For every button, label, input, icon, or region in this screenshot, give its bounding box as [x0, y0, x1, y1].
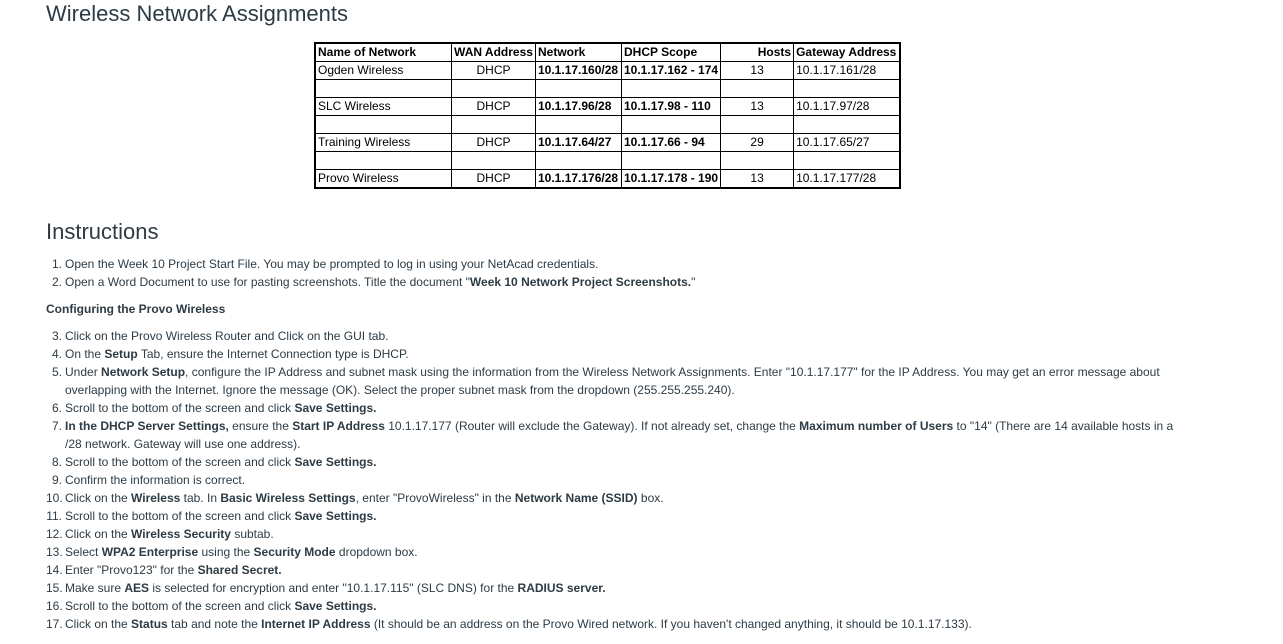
intro-steps-list: [46, 255, 1176, 291]
step-text: subtab.: [230, 527, 274, 541]
table-row: [315, 170, 900, 189]
table-cell-empty: [452, 80, 536, 98]
step-text: 10.1.17.177 (Router will exclude the Gateway). If not already set, change the: [384, 419, 800, 433]
table-cell-empty: [794, 116, 901, 134]
table-cell-empty: [536, 152, 622, 170]
instruction-step: [46, 579, 1176, 597]
step-text: (It should be an address on the Provo Wired network. If you haven't changed anything, it should be 10.1.17.133).: [370, 617, 972, 631]
table-cell-empty: [721, 152, 794, 170]
step-number: 16.: [46, 599, 63, 613]
step-text: Make sure: [65, 581, 125, 595]
step-text-bold: Setup: [104, 347, 138, 361]
instruction-step: [46, 525, 1176, 543]
instruction-step: [46, 615, 1176, 633]
instruction-step: [46, 273, 1176, 291]
instruction-step: [46, 345, 1176, 363]
table-cell-empty: [536, 116, 622, 134]
table-cell-network: 10.1.17.64/27: [536, 134, 622, 152]
table-cell-empty: [315, 152, 452, 170]
step-text: , enter "ProvoWireless" in the: [355, 491, 515, 505]
instruction-step: [46, 507, 1176, 525]
steps-list: [46, 327, 1176, 633]
step-number: 10.: [46, 491, 63, 505]
table-cell-wan: DHCP: [452, 62, 536, 80]
table-spacer-row: [315, 116, 900, 134]
table-cell-empty: [452, 152, 536, 170]
column-header: Name of Network: [315, 43, 452, 62]
step-text: tab. In: [180, 491, 221, 505]
instruction-step: [46, 597, 1176, 615]
step-text-bold: Save Settings.: [294, 455, 377, 469]
step-text-bold: Start IP Address: [292, 419, 385, 433]
step-text: Click on the: [65, 617, 132, 631]
table-cell-network: 10.1.17.176/28: [536, 170, 622, 189]
table-row: [315, 62, 900, 80]
step-text-bold: Save Settings.: [294, 401, 377, 415]
step-text: ": [691, 275, 696, 289]
step-text-bold: RADIUS server.: [517, 581, 606, 595]
step-number: 2.: [51, 275, 62, 289]
table-cell-empty: [622, 80, 721, 98]
table-cell-empty: [315, 116, 452, 134]
table-cell-hosts: 13: [721, 170, 794, 189]
step-text: Scroll to the bottom of the screen and click: [65, 509, 295, 523]
step-text: Open the Week 10 Project Start File. You may be prompted to log in using your NetAcad credentials.: [65, 257, 599, 271]
table-cell-gateway: 10.1.17.161/28: [794, 62, 901, 80]
step-text: Tab, ensure the Internet Connection type is DHCP.: [137, 347, 409, 361]
step-text-bold: Network Name (SSID): [514, 491, 638, 505]
step-number: 3.: [51, 329, 62, 343]
table-cell-empty: [794, 152, 901, 170]
step-text: box.: [637, 491, 664, 505]
page-title: Wireless Network Assignments: [46, 1, 348, 26]
step-text: Open a Word Document to use for pasting screenshots. Title the document ": [65, 275, 470, 289]
table-cell-empty: [315, 80, 452, 98]
step-number: 17.: [46, 617, 63, 631]
table-cell-hosts: 29: [721, 134, 794, 152]
column-header: Gateway Address: [794, 43, 901, 62]
step-text-bold: Save Settings.: [294, 509, 377, 523]
step-text-bold: Shared Secret.: [197, 563, 282, 577]
step-text-bold: Network Setup: [101, 365, 186, 379]
step-text-bold: Status: [131, 617, 168, 631]
step-text-bold: In the DHCP Server Settings,: [65, 419, 229, 433]
table-cell-scope: 10.1.17.162 - 174: [622, 62, 721, 80]
step-text: Scroll to the bottom of the screen and click: [65, 455, 295, 469]
step-text: , configure the IP Address and subnet mask using the information from the Wireless Network Assignments. Enter "10.1.17.177" for the IP Address. You may get an error message about overlapping with the Internet. Ignore the message (OK). Select the proper subnet mask from the dropdown (255.255.255.240).: [65, 365, 1160, 397]
step-number: 7.: [51, 419, 62, 433]
step-number: 5.: [51, 365, 62, 379]
step-text-bold: Wireless Security: [131, 527, 231, 541]
table-cell-name: Provo Wireless: [315, 170, 452, 189]
step-text-bold: Basic Wireless Settings: [220, 491, 356, 505]
table-cell-gateway: 10.1.17.65/27: [794, 134, 901, 152]
table-cell-empty: [536, 80, 622, 98]
table-cell-gateway: 10.1.17.177/28: [794, 170, 901, 189]
table-cell-empty: [622, 152, 721, 170]
step-text-bold: AES: [124, 581, 150, 595]
table-cell-name: Training Wireless: [315, 134, 452, 152]
table-cell-scope: 10.1.17.178 - 190: [622, 170, 721, 189]
step-number: 9.: [51, 473, 62, 487]
step-text-bold: Security Mode: [253, 545, 336, 559]
step-number: 6.: [51, 401, 62, 415]
table-cell-name: SLC Wireless: [315, 98, 452, 116]
instruction-step: [46, 255, 1176, 273]
step-number: 12.: [46, 527, 63, 541]
step-text: Confirm the information is correct.: [65, 473, 246, 487]
step-text: Click on the: [65, 491, 132, 505]
instructions-heading: Instructions: [46, 219, 159, 244]
step-number: 4.: [51, 347, 62, 361]
instruction-step: [46, 543, 1176, 561]
table-cell-wan: DHCP: [452, 98, 536, 116]
step-text: dropdown box.: [335, 545, 418, 559]
column-header: Network: [536, 43, 622, 62]
step-text: Under: [65, 365, 102, 379]
step-text: Select: [65, 545, 102, 559]
table-row: [315, 98, 900, 116]
table-cell-network: 10.1.17.160/28: [536, 62, 622, 80]
table-body: [315, 62, 900, 189]
step-text-bold: Internet IP Address: [261, 617, 371, 631]
instruction-step: [46, 561, 1176, 579]
step-text-bold: Save Settings.: [294, 599, 377, 613]
step-text: using the: [198, 545, 254, 559]
table-row: [315, 134, 900, 152]
instruction-step: [46, 327, 1176, 345]
step-number: 13.: [46, 545, 63, 559]
step-text: ensure the: [228, 419, 293, 433]
step-text-bold: Wireless: [131, 491, 181, 505]
step-text: On the: [65, 347, 105, 361]
step-text-bold: Week 10 Network Project Screenshots.: [469, 275, 692, 289]
instruction-step: [46, 363, 1176, 399]
step-text: Click on the Provo Wireless Router and Click on the GUI tab.: [65, 329, 389, 343]
table-cell-wan: DHCP: [452, 170, 536, 189]
table-cell-name: Ogden Wireless: [315, 62, 452, 80]
step-number: 11.: [46, 509, 62, 523]
step-number: 8.: [51, 455, 62, 469]
table-cell-empty: [794, 80, 901, 98]
column-header: WAN Address: [452, 43, 536, 62]
step-number: 14.: [46, 563, 63, 577]
step-text-bold: WPA2 Enterprise: [101, 545, 199, 559]
step-text: is selected for encryption and enter "10.1.17.115" (SLC DNS) for the: [149, 581, 518, 595]
step-text: Scroll to the bottom of the screen and click: [65, 599, 295, 613]
table-cell-network: 10.1.17.96/28: [536, 98, 622, 116]
table-header-row: [315, 43, 900, 62]
table-spacer-row: [315, 80, 900, 98]
step-text-bold: Maximum number of Users: [799, 419, 954, 433]
table-cell-empty: [622, 116, 721, 134]
table-cell-empty: [721, 116, 794, 134]
table-cell-empty: [721, 80, 794, 98]
step-number: 15.: [46, 581, 63, 595]
instruction-step: [46, 417, 1176, 453]
column-header: Hosts: [721, 43, 794, 62]
step-text: tab and note the: [167, 617, 262, 631]
table-cell-wan: DHCP: [452, 134, 536, 152]
instruction-step: [46, 489, 1176, 507]
step-number: 1.: [51, 257, 62, 271]
table-cell-scope: 10.1.17.66 - 94: [622, 134, 721, 152]
step-text: Scroll to the bottom of the screen and click: [65, 401, 295, 415]
step-text: Enter "Provo123" for the: [65, 563, 198, 577]
instruction-step: [46, 453, 1176, 471]
wireless-assignments-table: [314, 42, 901, 189]
instruction-step: [46, 399, 1176, 417]
column-header: DHCP Scope: [622, 43, 721, 62]
table-cell-hosts: 13: [721, 98, 794, 116]
instruction-step: [46, 471, 1176, 489]
table-spacer-row: [315, 152, 900, 170]
table-cell-hosts: 13: [721, 62, 794, 80]
subheading: Configuring the Provo Wireless: [46, 302, 226, 316]
step-text: to "14" (There are 14 available hosts in a /28 network. Gateway will use one address).: [65, 419, 1174, 451]
table-cell-gateway: 10.1.17.97/28: [794, 98, 901, 116]
table-cell-scope: 10.1.17.98 - 110: [622, 98, 721, 116]
table-cell-empty: [452, 116, 536, 134]
step-text: Click on the: [65, 527, 132, 541]
